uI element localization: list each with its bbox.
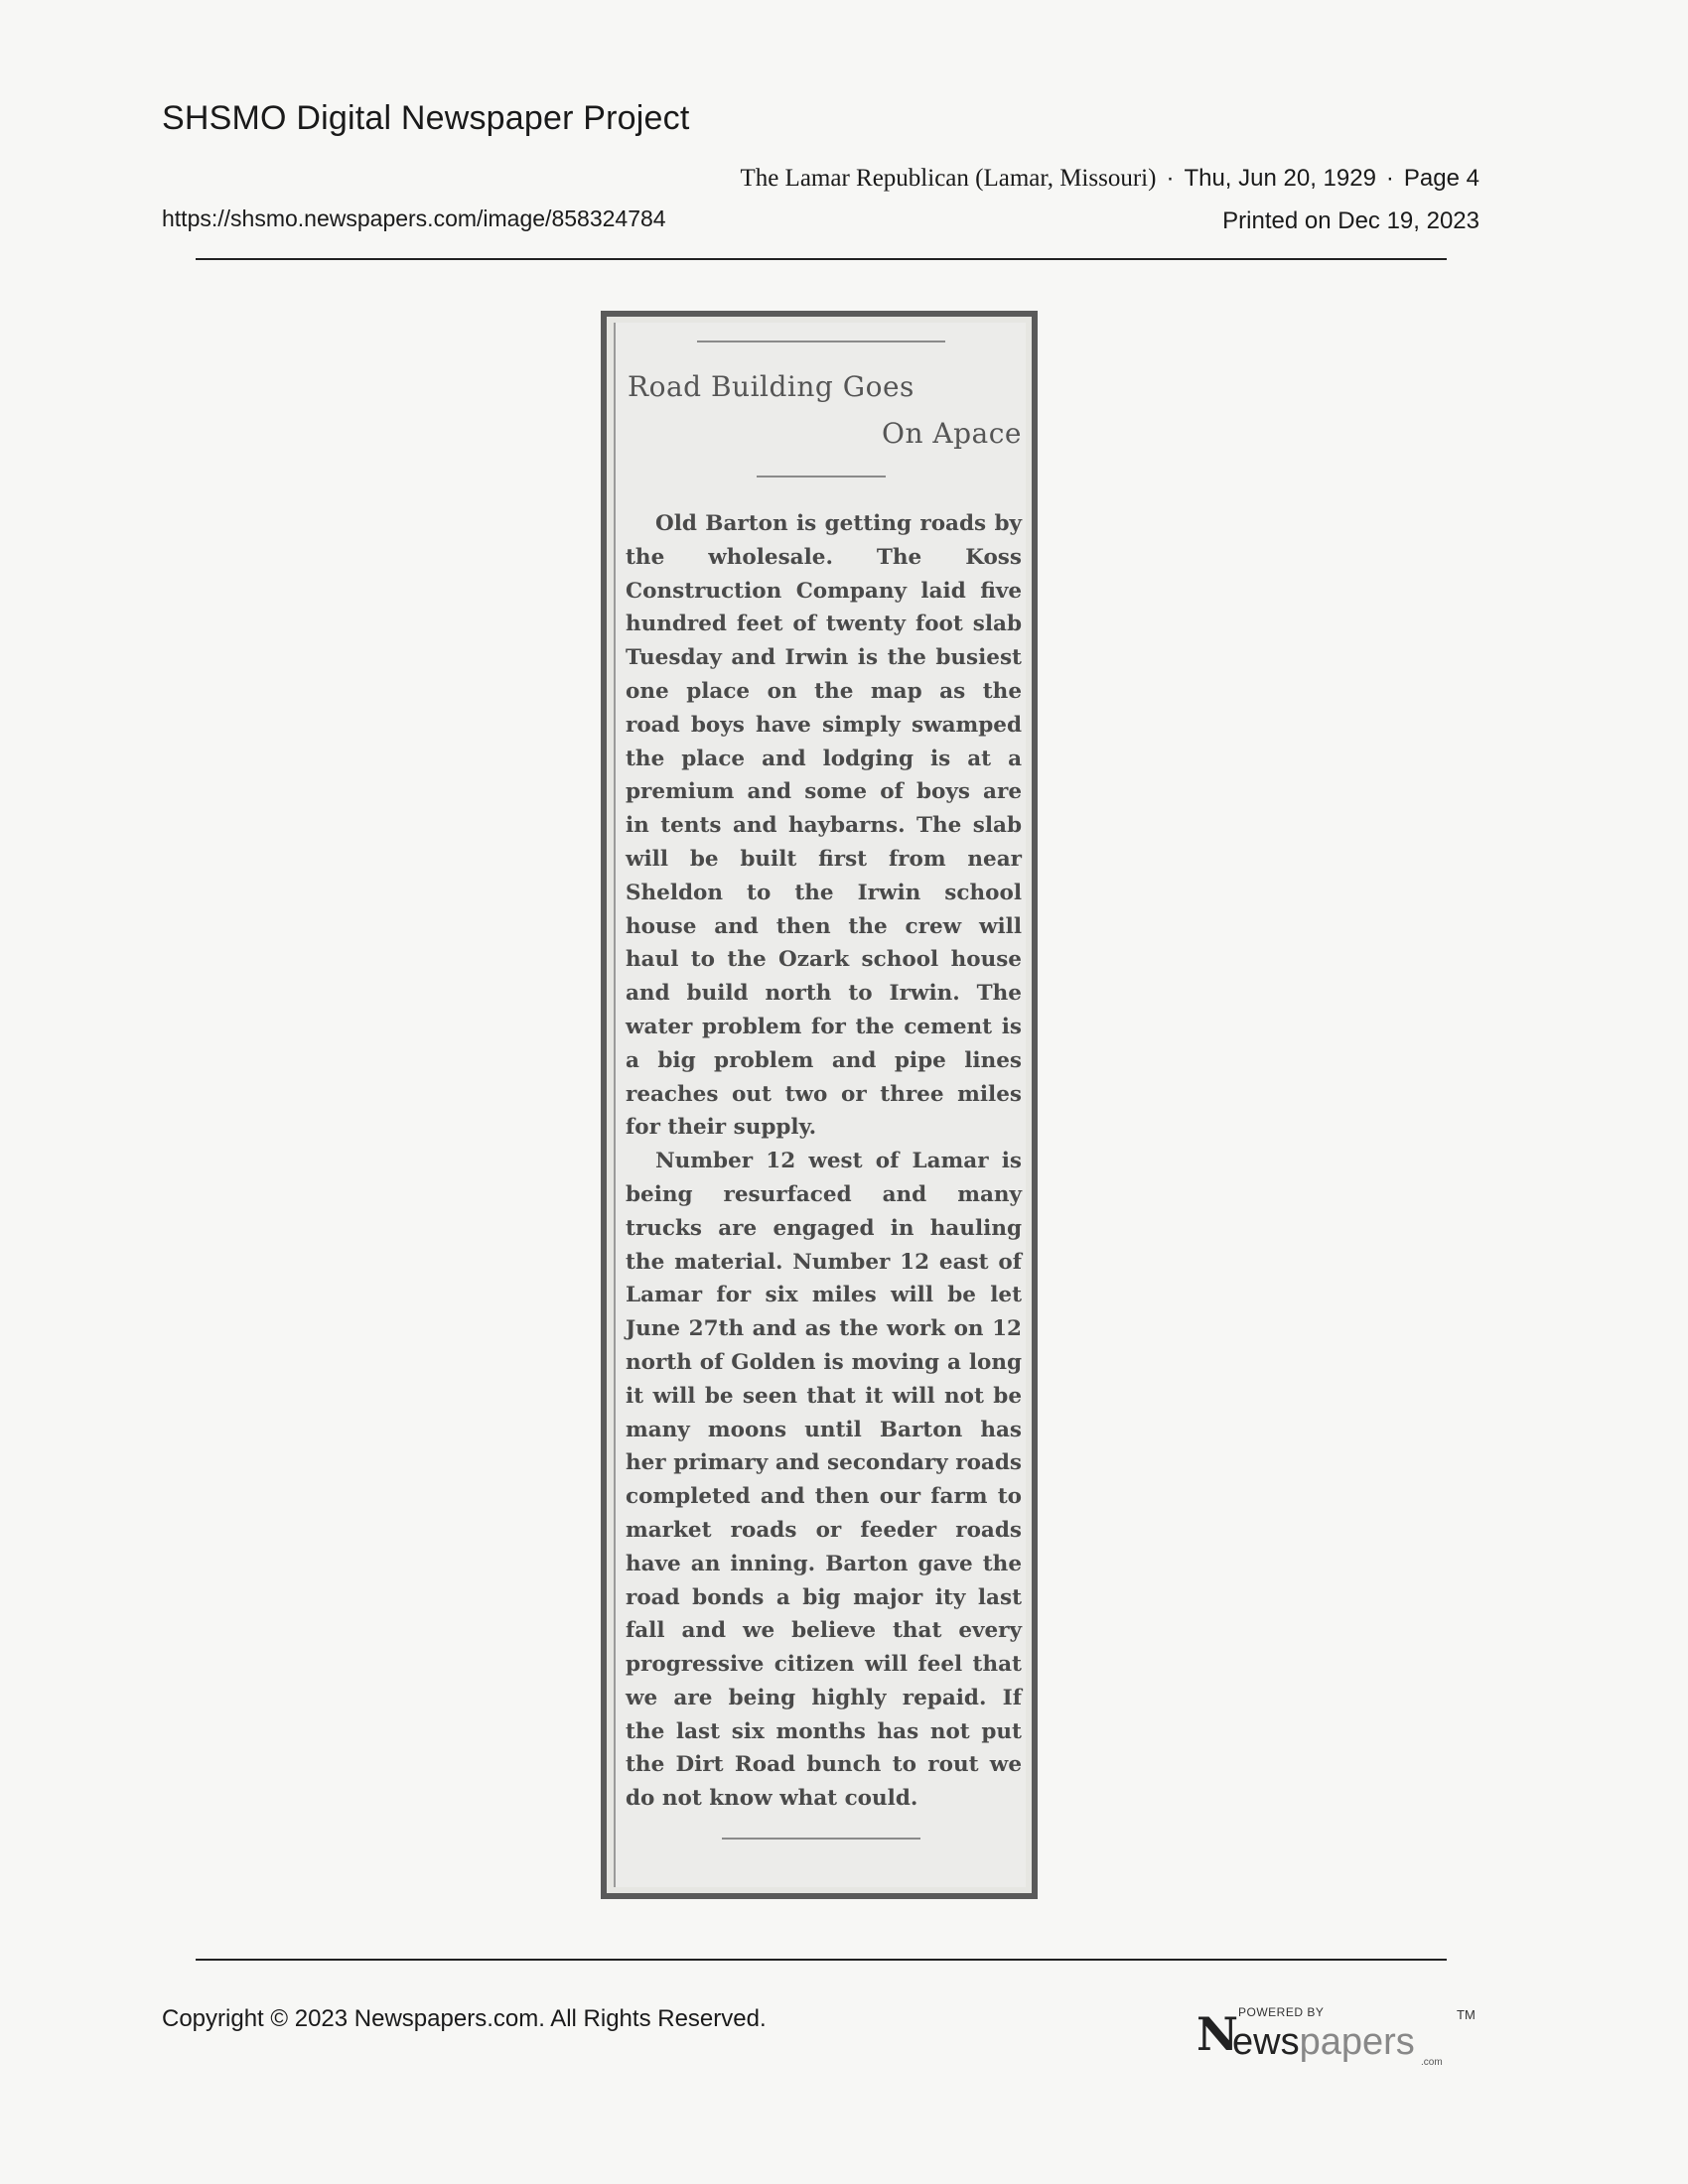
newspapers-logo	[1196, 2003, 1484, 2068]
headline-line-1: Road Building Goes	[628, 370, 914, 403]
clipping-body	[614, 323, 1026, 1887]
copyright-notice: Copyright © 2023 Newspapers.com. All Rights Reserved.	[162, 2005, 767, 2032]
newspaper-clipping	[601, 311, 1038, 1899]
headline-ornament-rule	[757, 476, 886, 478]
logo-wordmark	[1232, 2021, 1415, 2064]
logo-papers: papers	[1299, 2021, 1415, 2063]
logo-powered-by: POWERED BY	[1238, 2005, 1325, 2019]
separator: ·	[1166, 165, 1175, 192]
header-divider	[196, 258, 1447, 260]
bottom-ornament-rule	[722, 1838, 920, 1840]
page-number: Page 4	[1403, 165, 1479, 192]
top-ornament-rule	[697, 341, 945, 342]
footer-divider	[196, 1959, 1447, 1961]
publication-name: The Lamar Republican (Lamar, Missouri)	[740, 165, 1157, 192]
separator: ·	[1385, 165, 1394, 192]
publication-meta	[740, 165, 1479, 193]
publication-date: Thu, Jun 20, 1929	[1184, 165, 1376, 192]
image-url[interactable]: https://shsmo.newspapers.com/image/858324784	[162, 205, 666, 231]
article-paragraph: Number 12 west of Lamar is being resurfaced and many trucks are engaged in hauling the material. Number 12 east of Lamar for six miles will be let June 27th and as the work on 12 north of Golden is moving a long it will be seen that it will not be many moons until Barton has her primary and secondary roads completed and then our farm to market roads or feeder roads have an inning. Barton gave the road bonds a big major ity last fall and we believe that every progressive citizen will feel that we are being highly repaid. If the last six months has not put the Dirt Road bunch to rout we do not know what could.	[626, 1149, 1022, 1812]
site-title: SHSMO Digital Newspaper Project	[162, 99, 690, 137]
logo-ews: ews	[1232, 2021, 1300, 2063]
headline-line-2: On Apace	[882, 417, 1022, 450]
logo-trademark: TM	[1457, 2007, 1476, 2022]
printed-date: Printed on Dec 19, 2023	[1222, 207, 1479, 234]
logo-n-glyph: N	[1196, 2007, 1239, 2061]
article-text	[626, 507, 1022, 1816]
article-paragraph: Old Barton is getting roads by the wholesale. The Koss Construction Company laid five hundred feet of twenty foot slab Tuesday and Irwin is the busiest one place on the map as the road boys have simply swamped the place and lodging is at a premium and some of boys are in tents and haybarns. The slab will be built first from near Sheldon to the Irwin school house and then the crew will haul to the Ozark school house and build north to Irwin. The water problem for the cement is a big problem and pipe lines reaches out two or three miles for their supply.	[626, 511, 1022, 1141]
logo-dotcom: .com	[1421, 2057, 1443, 2068]
